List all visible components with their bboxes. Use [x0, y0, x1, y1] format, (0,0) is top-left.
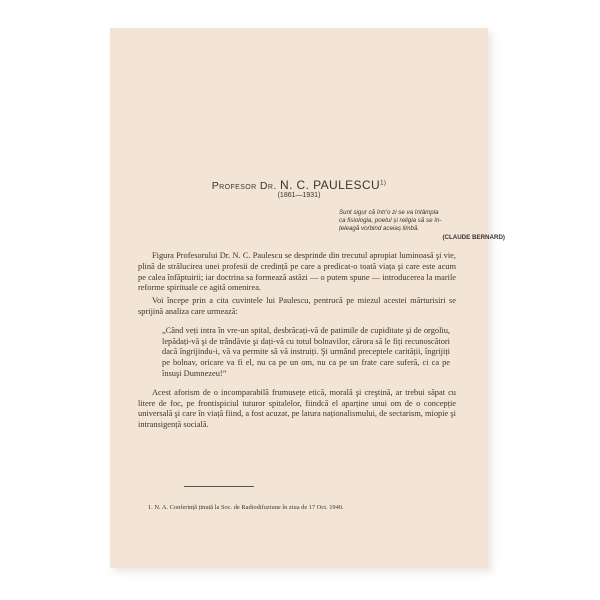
title-prefix: Profesor	[211, 180, 257, 192]
paragraph: Voi începe prin a cita cuvintele lui Paulescu, pentrucă pe miezul acestei mărturisiri se sprijină analiza care urmează:	[138, 296, 456, 316]
epigraph-line: Sunt sigur că într'o zi se va întâmpla	[339, 209, 439, 216]
page-title	[110, 178, 488, 192]
title-degree: Dr.	[259, 180, 277, 192]
document-page	[110, 28, 505, 568]
epigraph-line: ca fisiologia, poetul și religia să se în-	[339, 217, 442, 225]
body-text	[138, 251, 456, 431]
epigraph	[339, 209, 525, 242]
footnote-divider	[184, 486, 254, 487]
closing-paragraph: Acest aforism de o incomparabilă frumusețe etică, morală şi creştină, ar trebui săpat cu litere de foc, pe frontispiciul tuturor spitalelor, fiindcă el aparține unui om de o concepție universală şi care în viață fiind, a fost acuzat, pe latura naționalismului, de sectarism, miopie şi intransigență socială.	[138, 387, 456, 430]
epigraph-line: țeleagă vorbind aceiaș limbă.	[339, 225, 420, 233]
paragraph: Figura Profesorului Dr. N. C. Paulescu se desprinde din trecutul apropiat luminoasă şi vie, plină de strălucirea unei profesii de credință pe care a predicat-o toată viața şi care este acum pe calea înfăptuirii; iar doctrina sa formează astăzi — o putem spune — introducerea la marile reforme spirituale ce agită omenirea.	[138, 251, 456, 293]
title-footnote-mark: 1)	[380, 180, 387, 187]
title-name: N. C. PAULESCU	[280, 178, 381, 192]
footnote: 1. N. A. Conferință ținută la Soc. de Radiodifuziune în ziua de 17 Oct. 1940.	[148, 504, 344, 511]
quotation: „Când veți intra în vre-un spital, desbrăcați-vă de patimile de cupiditate şi de orgoliu, lepădați-vă şi de trândăvie şi dați-vă cu totul bolnavilor, cărora să le fiți recunoscători dacă îngrijindu-i, vă va permite să vă instruiți. Şi urmând preceptele carității, îngrijiți pe bolnav, oricare va fi el, nu ca pe un om, nu ca pe un frate care suferă, ci ca pe însuşi Dumnezeu!”	[162, 325, 450, 378]
life-years: (1861—1931)	[277, 192, 321, 199]
epigraph-author: (CLAUDE BERNARD)	[442, 233, 505, 241]
